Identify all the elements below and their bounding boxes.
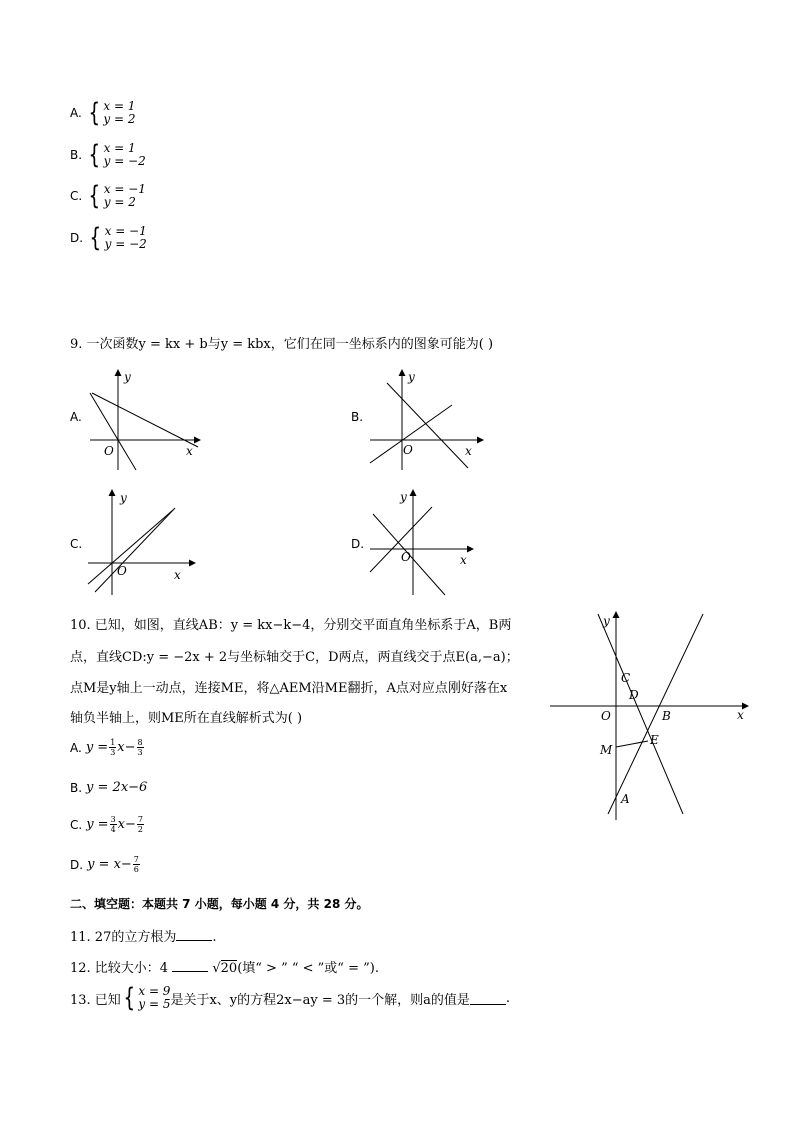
origin-label: O bbox=[117, 564, 127, 578]
fraction: $\frac{8}{3}$ bbox=[137, 738, 143, 757]
q9-graph-d-label: D. bbox=[351, 537, 365, 551]
q8-option-a: A. { x = 1 y = 2 bbox=[70, 98, 136, 128]
q8-option-b: B. { x = 1 y = −2 bbox=[70, 140, 146, 170]
axis-x-label: x bbox=[460, 553, 467, 567]
equation-system: { x = −1 y = −2 bbox=[89, 223, 147, 253]
q9-graph-b bbox=[365, 365, 495, 475]
fraction: $\frac{3}{4}$ bbox=[110, 815, 116, 834]
axis-y-label: y bbox=[120, 491, 127, 505]
origin-label: O bbox=[401, 550, 411, 564]
point-m-label: M bbox=[600, 743, 613, 757]
q8-option-d: D. { x = −1 y = −2 bbox=[70, 223, 147, 253]
q9-graph-d bbox=[365, 487, 485, 602]
fraction: $\frac{1}{3}$ bbox=[110, 738, 116, 757]
q13: 13. 已知 { x = 9 y = 5 是关于x、y的方程2x−ay = 3的一个解，则a的值是 . bbox=[70, 983, 511, 1013]
axis-x-label: x bbox=[465, 444, 472, 458]
answer-blank[interactable] bbox=[176, 928, 212, 941]
origin-label: O bbox=[104, 444, 114, 458]
point-o-label: O bbox=[601, 709, 611, 723]
equation-system: { x = 1 y = 2 bbox=[88, 98, 136, 128]
axis-x-label: x bbox=[174, 568, 181, 582]
q10-option-d: D. y = x− $\frac{7}{6}$ bbox=[70, 855, 139, 874]
point-c-label: C bbox=[621, 671, 631, 685]
equation-system: { x = −1 y = 2 bbox=[88, 181, 146, 211]
section-2-heading: 二、填空题：本题共 7 小题，每小题 4 分，共 28 分。 bbox=[70, 897, 369, 911]
equation-system: { x = 9 y = 5 bbox=[123, 983, 171, 1013]
q10-figure bbox=[550, 608, 750, 823]
q10-line-1: 10. 已知，如图，直线AB：y = kx−k−4，分别交平面直角坐标系于A，B两 bbox=[70, 618, 512, 633]
q9-graph-c-label: C. bbox=[70, 537, 83, 551]
q10-line-4: 轴负半轴上，则ME所在直线解析式为( ) bbox=[70, 711, 303, 726]
q10-option-b: B. y = 2x−6 bbox=[70, 780, 148, 795]
axis-y-label: y bbox=[400, 490, 407, 504]
point-e-label: E bbox=[650, 733, 659, 747]
q10-option-c: C. y = $\frac{3}{4}$ x− $\frac{7}{2}$ bbox=[70, 815, 143, 834]
fraction: $\frac{7}{6}$ bbox=[133, 855, 139, 874]
q10-line-2: 点，直线CD:y = −2x + 2与坐标轴交于C，D两点，两直线交于点E(a,−a)； bbox=[70, 650, 519, 665]
q9-graph-a-label: A. bbox=[70, 410, 82, 424]
fraction: $\frac{7}{2}$ bbox=[137, 815, 143, 834]
axis-y-label: y bbox=[408, 370, 415, 384]
q9-graph-c bbox=[80, 487, 210, 602]
axis-x-label: x bbox=[737, 708, 744, 722]
q10-line-3: 点M是y轴上一动点，连接ME，将△AEM沿ME翻折，A点对应点刚好落在x bbox=[70, 681, 508, 696]
q8-option-c: C. { x = −1 y = 2 bbox=[70, 181, 146, 211]
axis-y-label: y bbox=[124, 370, 131, 384]
point-b-label: B bbox=[662, 709, 671, 723]
q9-graph-a bbox=[80, 365, 210, 475]
axis-y-label: y bbox=[603, 614, 610, 628]
q11: 11. 27的立方根为 . bbox=[70, 930, 217, 945]
q12: 12. 比较大小：4 √20(填“ > ” “ < ”或“ = ”). bbox=[70, 961, 379, 976]
answer-blank[interactable] bbox=[470, 992, 506, 1005]
origin-label: O bbox=[403, 443, 413, 457]
q10-option-a: A. y = $\frac{1}{3}$ x− $\frac{8}{3}$ bbox=[70, 738, 143, 757]
point-a-label: A bbox=[621, 792, 630, 806]
point-d-label: D bbox=[629, 688, 639, 702]
q9-graph-b-label: B. bbox=[351, 410, 364, 424]
answer-blank[interactable] bbox=[172, 959, 208, 972]
equation-system: { x = 1 y = −2 bbox=[88, 140, 146, 170]
q9-stem: 9. 一次函数y = kx + b与y = kbx，它们在同一坐标系内的图象可能为( ) bbox=[70, 337, 494, 352]
axis-x-label: x bbox=[186, 444, 193, 458]
sqrt-expression: √20 bbox=[212, 961, 238, 976]
